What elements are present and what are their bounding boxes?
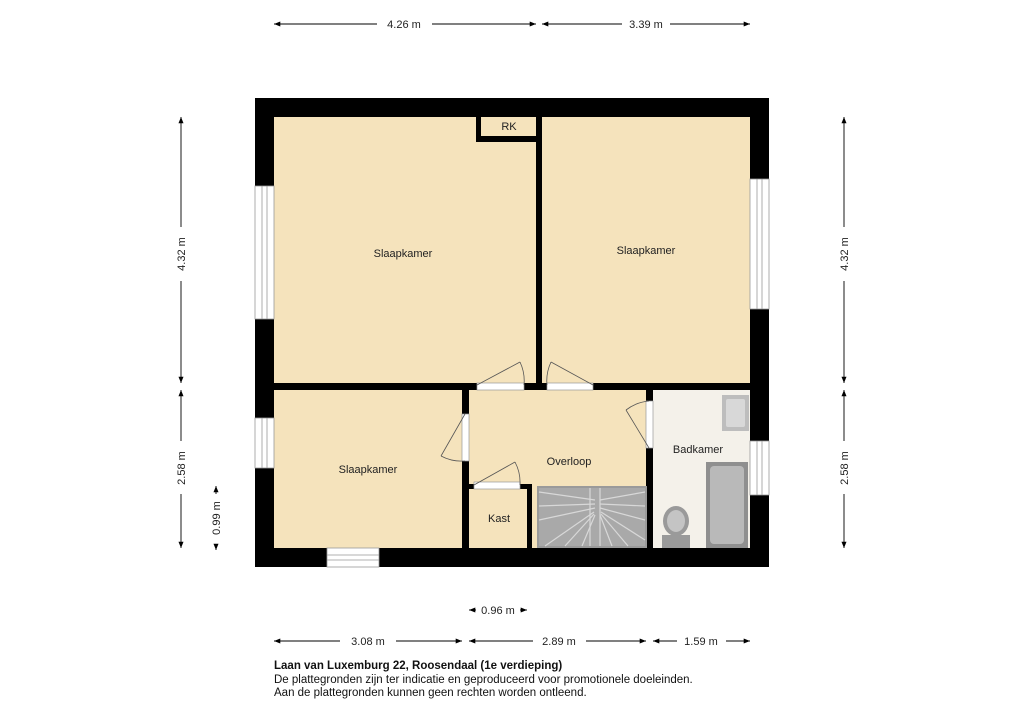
dim-top-left: 4.26 m	[387, 19, 421, 31]
label-overloop: Overloop	[546, 456, 592, 468]
dim-mid-small: 0.96 m	[481, 605, 515, 617]
label-slaapkamer-1: Slaapkamer	[373, 248, 433, 260]
door-opening-slaapkamer-bottom	[462, 414, 469, 461]
dim-bottom-right: 1.59 m	[684, 636, 718, 648]
kast-wall-right	[527, 484, 532, 548]
bathtub	[706, 462, 748, 548]
label-rk: RK	[501, 121, 517, 133]
caption-line-1: De plattegronden zijn ter indicatie en geproduceerd voor promotionele doeleinden.	[274, 674, 693, 686]
window-right-lower	[750, 441, 769, 495]
stairs	[537, 486, 647, 548]
washbasin	[722, 395, 749, 431]
door-opening-badkamer	[646, 401, 653, 448]
door-opening-top-left	[477, 383, 524, 390]
window-right-upper	[750, 179, 769, 309]
label-slaapkamer-2: Slaapkamer	[616, 245, 676, 257]
label-badkamer: Badkamer	[672, 444, 724, 456]
dim-right-upper: 4.32 m	[839, 237, 851, 271]
dim-left-upper: 4.32 m	[176, 237, 188, 271]
dim-left-small: 0.99 m	[211, 501, 223, 535]
window-bottom	[327, 548, 379, 567]
door-opening-kast	[474, 482, 520, 489]
window-left-upper	[255, 186, 274, 319]
label-slaapkamer-3: Slaapkamer	[338, 464, 398, 476]
plan-caption	[274, 659, 974, 700]
toilet	[662, 506, 690, 548]
door-opening-top-right	[547, 383, 593, 390]
window-left-lower	[255, 418, 274, 468]
dim-right-lower: 2.58 m	[839, 451, 851, 485]
dim-left-lower: 2.58 m	[176, 451, 188, 485]
dim-bottom-left: 3.08 m	[351, 636, 385, 648]
dim-top-right: 3.39 m	[629, 19, 663, 31]
caption-line-2: Aan de plattegronden kunnen geen rechten worden ontleend.	[274, 687, 587, 699]
dim-bottom-mid: 2.89 m	[542, 636, 576, 648]
label-kast: Kast	[487, 513, 511, 525]
caption-title: Laan van Luxemburg 22, Roosendaal (1e verdieping)	[274, 660, 563, 672]
kast-wall	[462, 484, 469, 548]
